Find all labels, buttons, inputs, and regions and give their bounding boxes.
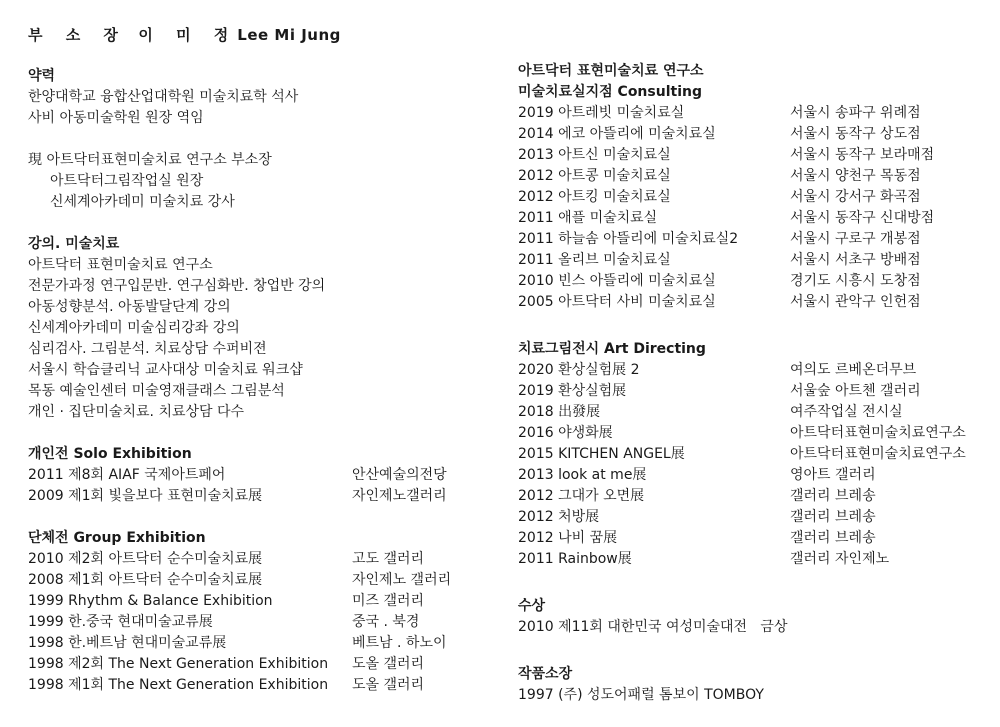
consulting-row [518,271,988,292]
left-column [28,66,478,696]
solo-heading: 개인전 Solo Exhibition [28,446,192,462]
consulting-place: 서울시 관악구 인헌점 [790,294,921,310]
group-title: 1998 제2회 The Next Generation Exhibition [28,656,329,672]
directing-row [518,402,988,423]
consulting-row [518,103,988,124]
award-item: 2010 제11회 대한민국 여성미술대전 금상 [518,619,788,635]
lecture-item: 심리검사. 그림분석. 치료상담 수퍼비젼 [28,341,267,357]
group-title: 2008 제1회 아트닥터 순수미술치료展 [28,572,263,588]
directing-row [518,486,988,507]
lectures-heading: 강의. 미술치료 [28,236,120,252]
consulting-place: 서울시 동작구 보라매점 [790,147,935,163]
consulting-title: 2019 아트레빗 미술치료실 [518,105,685,121]
career-current: 現 아트닥터표현미술치료 연구소 부소장 [28,152,272,168]
directing-place: 여의도 르베온더무브 [790,362,917,378]
directing-title: 2012 나비 꿈展 [518,530,618,546]
consulting-row [518,187,988,208]
right-column [518,61,988,706]
lecture-item: 아동성향분석. 아동발달단계 강의 [28,299,231,315]
title-name: 이 미 정 [138,26,238,44]
directing-place: 갤러리 브레송 [790,530,876,546]
lecture-item: 신세계아카데미 미술심리강좌 강의 [28,320,240,336]
consulting-title: 2011 올리브 미술치료실 [518,252,671,268]
group-place: 도올 갤러리 [352,656,425,672]
directing-row [518,381,988,402]
consulting-row [518,124,988,145]
group-place: 고도 갤러리 [352,551,425,567]
awards-heading: 수상 [518,598,546,614]
group-place: 자인제노 갤러리 [352,572,452,588]
directing-title: 2013 look at me展 [518,467,647,483]
directing-row [518,549,988,570]
directing-title: 2015 KITCHEN ANGEL展 [518,446,685,462]
career-heading: 약력 [28,68,56,84]
group-title: 1998 한.베트남 현대미술교류展 [28,635,227,651]
consulting-heading: 미술치료실지점 Consulting [518,84,702,100]
group-row [28,654,478,675]
group-heading: 단체전 Group Exhibition [28,530,206,546]
consulting-place: 서울시 구로구 개봉점 [790,231,921,247]
page-title [28,25,341,46]
directing-row [518,465,988,486]
group-place: 도올 갤러리 [352,677,425,693]
consulting-title: 2014 에코 아뜰리에 미술치료실 [518,126,716,142]
solo-place: 안산예술의전당 [352,467,447,483]
group-row [28,675,478,696]
directing-place: 아트닥터표현미술치료연구소 [790,425,966,441]
institute-heading: 아트닥터 표현미술치료 연구소 [518,63,704,79]
lecture-item: 전문가과정 연구입문반. 연구심화반. 창업반 강의 [28,278,326,294]
solo-row [28,486,478,507]
directing-place: 갤러리 자인제노 [790,551,890,567]
consulting-title: 2012 아트콩 미술치료실 [518,168,671,184]
lecture-item: 아트닥터 표현미술치료 연구소 [28,257,213,273]
consulting-row [518,250,988,271]
solo-title: 2009 제1회 빛을보다 표현미술치료展 [28,488,263,504]
group-place: 중국 . 북경 [352,614,420,630]
group-row [28,591,478,612]
group-title: 1998 제1회 The Next Generation Exhibition [28,677,329,693]
lecture-item: 서울시 학습클리닉 교사대상 미술치료 워크샵 [28,362,303,378]
consulting-place: 서울시 동작구 신대방점 [790,210,935,226]
directing-place: 아트닥터표현미술치료연구소 [790,446,966,462]
directing-title: 2012 처방展 [518,509,600,525]
solo-place: 자인제노갤러리 [352,488,447,504]
group-title: 2010 제2회 아트닥터 순수미술치료展 [28,551,263,567]
title-role: 부 소 장 [28,26,127,44]
directing-title: 2018 出發展 [518,404,601,420]
consulting-place: 서울시 송파구 위례점 [790,105,921,121]
consulting-title: 2011 하늘솜 아뜰리에 미술치료실2 [518,231,739,247]
consulting-title: 2011 애플 미술치료실 [518,210,658,226]
collection-heading: 작품소장 [518,666,573,682]
group-place: 미즈 갤러리 [352,593,425,609]
directing-heading: 치료그림전시 Art Directing [518,341,706,357]
consulting-place: 서울시 강서구 화곡점 [790,189,921,205]
solo-row [28,465,478,486]
directing-title: 2012 그대가 오면展 [518,488,645,504]
group-row [28,633,478,654]
consulting-title: 2013 아트신 미술치료실 [518,147,671,163]
consulting-title: 2005 아트닥터 사비 미술치료실 [518,294,716,310]
consulting-row [518,145,988,166]
consulting-row [518,229,988,250]
group-row [28,570,478,591]
consulting-row [518,166,988,187]
directing-row [518,528,988,549]
group-title: 1999 Rhythm & Balance Exhibition [28,593,273,609]
consulting-row [518,208,988,229]
consulting-title: 2012 아트킹 미술치료실 [518,189,671,205]
directing-place: 서울숲 아트첸 갤러리 [790,383,921,399]
group-row [28,612,478,633]
career-item: 한양대학교 융합산업대학원 미술치료학 석사 [28,89,299,105]
directing-title: 2011 Rainbow展 [518,551,632,567]
solo-title: 2011 제8회 AIAF 국제아트페어 [28,467,226,483]
group-row [28,549,478,570]
directing-place: 갤러리 브레송 [790,488,876,504]
directing-row [518,360,988,381]
directing-place: 갤러리 브레송 [790,509,876,525]
directing-place: 영아트 갤러리 [790,467,876,483]
group-place: 베트남 . 하노이 [352,635,447,651]
career-current-sub: 신세계아카데미 미술치료 강사 [50,194,235,210]
consulting-title: 2010 빈스 아뜰리에 미술치료실 [518,273,716,289]
directing-row [518,507,988,528]
directing-title: 2016 야생화展 [518,425,613,441]
career-current-sub: 아트닥터그림작업실 원장 [50,173,204,189]
consulting-place: 서울시 동작구 상도점 [790,126,921,142]
consulting-place: 서울시 서초구 방배점 [790,252,921,268]
directing-row [518,423,988,444]
directing-title: 2020 환상실험展 2 [518,362,640,378]
group-title: 1999 한.중국 현대미술교류展 [28,614,213,630]
consulting-place: 경기도 시흥시 도창점 [790,273,921,289]
title-name-en: Lee Mi Jung [237,26,341,44]
directing-place: 여주작업실 전시실 [790,404,903,420]
lecture-item: 개인 · 집단미술치료. 치료상담 다수 [28,404,245,420]
directing-row [518,444,988,465]
directing-title: 2019 환상실험展 [518,383,627,399]
collection-item: 1997 (주) 성도어패럴 톰보이 TOMBOY [518,687,764,703]
consulting-place: 서울시 양천구 목동점 [790,168,921,184]
consulting-row [518,292,988,313]
career-item: 사비 아동미술학원 원장 역임 [28,110,204,126]
lecture-item: 목동 예술인센터 미술영재클래스 그림분석 [28,383,285,399]
